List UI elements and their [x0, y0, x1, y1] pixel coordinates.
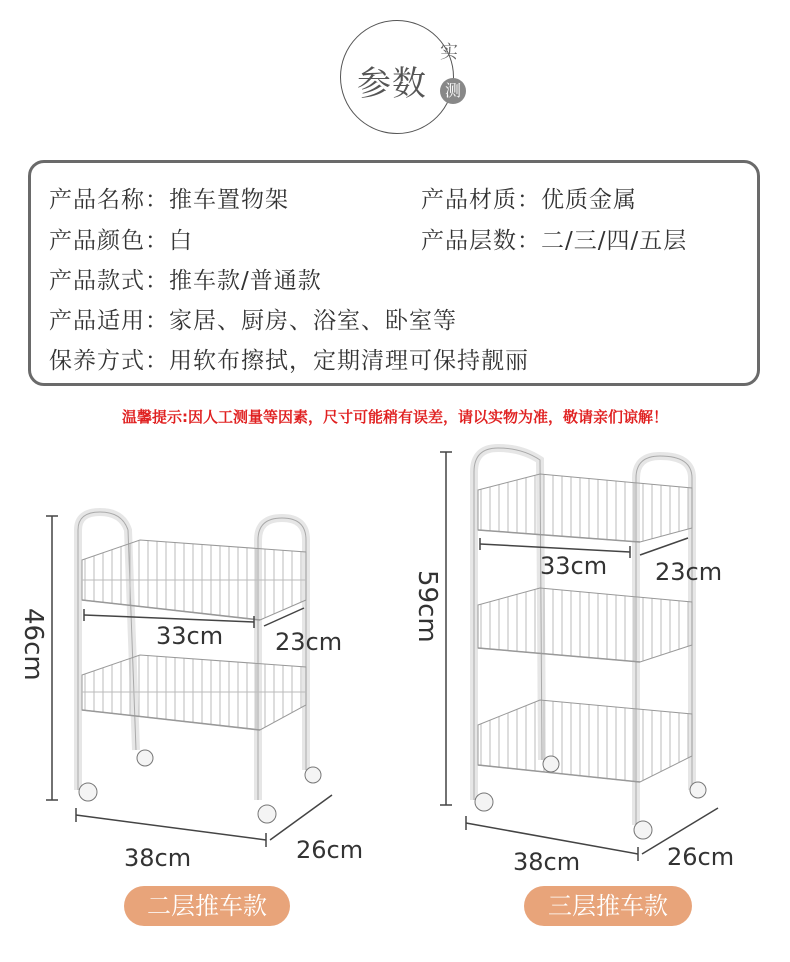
title-sub-bottom-badge: 测: [440, 78, 466, 104]
cart1-base-depth-label: 26cm: [296, 836, 364, 864]
param-care: 保养方式：用软布擦拭，定期清理可保持靓丽: [49, 348, 529, 374]
cart2-height-label: 59cm: [412, 570, 442, 643]
cart-illustrations: [0, 430, 790, 962]
cart1-depth-label: 23cm: [275, 628, 343, 656]
param-layers: 产品层数：二/三/四/五层: [421, 228, 688, 254]
parameter-box: [28, 160, 760, 386]
section-title: [0, 0, 790, 160]
cart2-depth-label: 23cm: [655, 558, 723, 586]
param-material: 产品材质：优质金属: [421, 187, 637, 213]
param-color: 产品颜色：白: [49, 228, 193, 254]
cart1-height-label: 46cm: [18, 608, 48, 681]
title-sub-top: 实: [440, 42, 458, 63]
param-usage: 产品适用：家居、厨房、浴室、卧室等: [49, 308, 457, 334]
cart2-width-label: 33cm: [540, 552, 608, 580]
notice-text: 温馨提示:因人工测量等因素，尺寸可能稍有误差，请以实物为准，敬请亲们谅解！: [121, 408, 668, 426]
param-name: 产品名称：推车置物架: [49, 187, 289, 213]
cart1-width-label: 33cm: [156, 622, 224, 650]
cart1-label-pill: 二层推车款: [124, 886, 290, 926]
cart1-base-width-label: 38cm: [124, 844, 192, 872]
cart2-base-width-label: 38cm: [513, 848, 581, 876]
param-style: 产品款式：推车款/普通款: [49, 268, 322, 294]
cart2-base-depth-label: 26cm: [667, 843, 735, 871]
title-text: 参数: [357, 64, 427, 104]
three-tier-cart-image: [440, 448, 718, 861]
two-tier-cart-image: [46, 512, 332, 847]
cart2-label-pill: 三层推车款: [524, 886, 692, 926]
